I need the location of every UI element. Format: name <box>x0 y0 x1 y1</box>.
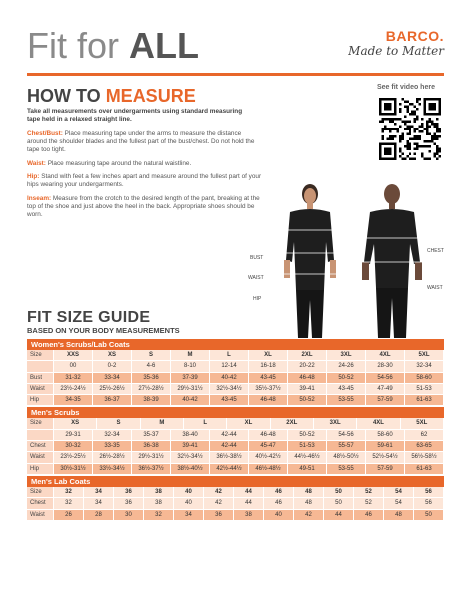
table-cell: 16-18 <box>249 361 288 372</box>
table-cell: 28 <box>84 510 114 521</box>
fit-size-guide-subtitle: BASED ON YOUR BODY MEASUREMENTS <box>27 326 180 335</box>
table-cell: 53-55 <box>327 464 366 475</box>
table-cell: 52½-54½ <box>366 452 405 463</box>
table-row <box>27 418 444 429</box>
table-cell: 3XL <box>327 350 366 361</box>
table-cell: 31-32 <box>54 373 93 384</box>
table-cell: 32½-34½ <box>210 384 249 395</box>
table-cell: 53-55 <box>327 395 366 406</box>
table-cell: 58-60 <box>405 373 444 384</box>
table-cell: 63-65 <box>405 441 444 452</box>
table-cell: 46 <box>264 498 294 509</box>
how-to-measure-title: HOW TO MEASURE <box>27 86 196 106</box>
table-cell: 24-26 <box>327 361 366 372</box>
table-row <box>27 361 444 372</box>
table-cell: 42 <box>204 498 234 509</box>
table-cell: 43-45 <box>210 395 249 406</box>
table-cell: 40 <box>174 487 204 498</box>
table-cell: 29-31 <box>54 430 93 441</box>
row-label: Size <box>27 487 54 498</box>
instruction-key: Waist: <box>27 160 46 167</box>
table-cell: 52 <box>354 498 384 509</box>
table-cell: 2XL <box>271 418 314 429</box>
qr-label: See fit video here <box>377 84 435 91</box>
table-cell: 48 <box>384 510 414 521</box>
table-cell: L <box>184 418 227 429</box>
table-cell: 43-45 <box>327 384 366 395</box>
table-row <box>27 510 444 521</box>
table-cell: 59-61 <box>366 441 405 452</box>
table-cell: 57-59 <box>366 464 405 475</box>
brand-logo <box>348 28 444 58</box>
table-cell: 35-36 <box>132 373 171 384</box>
table-cell: XS <box>54 418 97 429</box>
table-cell: 48 <box>294 498 324 509</box>
instruction-key: Chest/Bust: <box>27 130 63 137</box>
page-header <box>0 0 474 70</box>
measure-intro: Take all measurements over undergarments using standard measuring tape held in a relaxed straight line. <box>27 108 243 124</box>
table-cell: 42 <box>204 487 234 498</box>
table-cell: 54 <box>384 487 414 498</box>
table-cell: 33-35 <box>93 441 132 452</box>
row-label: Chest <box>27 498 54 509</box>
table-row <box>27 498 444 509</box>
table-cell: XL <box>227 418 270 429</box>
page-title: Fit for ALL <box>27 25 200 66</box>
table-cell: 39-41 <box>288 384 327 395</box>
table-cell: 62 <box>405 430 444 441</box>
table-cell: 55-57 <box>327 441 366 452</box>
table-cell: 4-6 <box>132 361 171 372</box>
table-row <box>27 373 444 384</box>
table-cell: 40 <box>264 510 294 521</box>
table-cell: 38 <box>144 487 174 498</box>
table-cell: 50 <box>324 487 354 498</box>
table-cell: 34 <box>84 487 114 498</box>
table-cell: 23½-25½ <box>54 452 93 463</box>
table-row <box>27 441 444 452</box>
table-cell: XS <box>93 350 132 361</box>
table-cell: 46-48 <box>288 373 327 384</box>
fit-size-guide-title: FIT SIZE GUIDE <box>27 309 151 326</box>
row-label: Size <box>27 418 54 429</box>
table-cell: 56 <box>414 487 444 498</box>
table-cell: 5XL <box>405 350 444 361</box>
table-cell: 51-53 <box>405 384 444 395</box>
instruction-text: Stand with feet a few inches apart and measure around the fullest part of your hips wearing your undergarments. <box>27 173 262 189</box>
table-cell: 38-40 <box>171 430 210 441</box>
size-section-header: Women's Scrubs/Lab Coats <box>27 339 444 350</box>
table-cell: XL <box>249 350 288 361</box>
table-cell: 33½-34½ <box>93 464 132 475</box>
size-section-header: Men's Lab Coats <box>27 476 444 487</box>
table-cell: 50-52 <box>327 373 366 384</box>
table-cell: 32 <box>54 498 84 509</box>
table-cell: 26 <box>54 510 84 521</box>
table-cell: 30½-31½ <box>54 464 93 475</box>
row-label: Waist <box>27 384 54 395</box>
table-row <box>27 395 444 406</box>
waist-label-right: WAIST <box>427 285 443 291</box>
table-cell: 54 <box>384 498 414 509</box>
table-cell: 26½-28½ <box>93 452 132 463</box>
table-cell: 27½-28½ <box>132 384 171 395</box>
table-cell: 42-44 <box>210 441 249 452</box>
row-label <box>27 361 54 372</box>
table-cell: 23½-24½ <box>54 384 93 395</box>
instruction-item <box>27 160 262 168</box>
instruction-text: Measure from the crotch to the desired length of the pant, breaking at the top of the shoe and just above the heel in the back. Appropriate shoes should be worn. <box>27 195 260 219</box>
chest-label: CHEST <box>427 248 444 254</box>
table-cell: 48½-50½ <box>327 452 366 463</box>
models-illustration <box>262 180 444 340</box>
instruction-item <box>27 173 262 189</box>
table-cell: 35-37 <box>132 430 171 441</box>
table-cell: 44 <box>234 487 264 498</box>
table-cell: 50-52 <box>288 430 327 441</box>
table-cell: 34 <box>174 510 204 521</box>
table-cell: 32 <box>144 510 174 521</box>
table-cell: 8-10 <box>171 361 210 372</box>
table-cell: 12-14 <box>210 361 249 372</box>
table-cell: 44 <box>324 510 354 521</box>
table-cell: M <box>141 418 184 429</box>
table-cell: 50 <box>324 498 354 509</box>
row-label <box>27 430 54 441</box>
table-cell: 50 <box>414 510 444 521</box>
table-cell: 38½-40½ <box>171 464 210 475</box>
male-model-icon <box>362 184 422 338</box>
table-cell: 29½-31½ <box>132 452 171 463</box>
table-row <box>27 452 444 463</box>
table-cell: 32-34 <box>93 430 132 441</box>
table-cell: 36 <box>114 487 144 498</box>
table-cell: 44½-46½ <box>288 452 327 463</box>
table-cell: 20-22 <box>288 361 327 372</box>
instruction-key: Hip: <box>27 173 40 180</box>
table-cell: 48 <box>294 487 324 498</box>
table-cell: S <box>132 350 171 361</box>
table-cell: 32½-34½ <box>171 452 210 463</box>
table-cell: 28-30 <box>366 361 405 372</box>
table-row <box>27 464 444 475</box>
table-cell: 36 <box>204 510 234 521</box>
table-cell: 61-63 <box>405 395 444 406</box>
table-cell: 36½-38½ <box>210 452 249 463</box>
instruction-key: Inseam: <box>27 195 52 202</box>
instruction-item <box>27 195 262 220</box>
table-cell: 40-42 <box>210 373 249 384</box>
table-cell: L <box>210 350 249 361</box>
table-cell: 54-56 <box>327 430 366 441</box>
row-label: Waist <box>27 510 54 521</box>
row-label: Hip <box>27 395 54 406</box>
header-divider <box>27 73 444 76</box>
table-cell: 47-49 <box>366 384 405 395</box>
table-cell: 56½-58½ <box>405 452 444 463</box>
table-cell: XXS <box>54 350 93 361</box>
table-cell: 38-39 <box>132 395 171 406</box>
table-cell: 50-52 <box>288 395 327 406</box>
female-model-icon <box>284 184 336 338</box>
table-cell: 46-48 <box>249 395 288 406</box>
hip-label: HIP <box>253 296 262 302</box>
table-cell: 40 <box>174 498 204 509</box>
size-chart-table <box>27 338 444 521</box>
table-cell: 30 <box>114 510 144 521</box>
waist-label-left: WAIST <box>248 275 264 281</box>
table-cell: 4XL <box>357 418 400 429</box>
table-cell: 5XL <box>401 418 444 429</box>
row-label: Size <box>27 350 54 361</box>
table-cell: 45-47 <box>249 441 288 452</box>
row-label: Bust <box>27 373 54 384</box>
bust-label: BUST <box>250 255 264 261</box>
table-cell: 43-45 <box>249 373 288 384</box>
table-cell: 51-53 <box>288 441 327 452</box>
table-cell: 2XL <box>288 350 327 361</box>
table-cell: 36-38 <box>132 441 171 452</box>
table-cell: 40½-42½ <box>249 452 288 463</box>
table-cell: 56 <box>414 498 444 509</box>
table-cell: 34 <box>84 498 114 509</box>
table-cell: 54-56 <box>366 373 405 384</box>
table-cell: 00 <box>54 361 93 372</box>
table-cell: 49-51 <box>288 464 327 475</box>
table-cell: 42½-44½ <box>210 464 249 475</box>
table-cell: 36-37 <box>93 395 132 406</box>
table-cell: 61-63 <box>405 464 444 475</box>
table-cell: 52 <box>354 487 384 498</box>
row-label: Chest <box>27 441 54 452</box>
table-row <box>27 384 444 395</box>
table-cell: 34-35 <box>54 395 93 406</box>
table-row <box>27 350 444 361</box>
table-cell: 38 <box>144 498 174 509</box>
size-section-header: Men's Scrubs <box>27 407 444 418</box>
table-cell: 46-48 <box>249 430 288 441</box>
table-cell: 33-34 <box>93 373 132 384</box>
table-cell: 58-60 <box>366 430 405 441</box>
table-cell: 57-59 <box>366 395 405 406</box>
table-cell: 38 <box>234 510 264 521</box>
table-cell: 46 <box>354 510 384 521</box>
row-label: Hip <box>27 464 54 475</box>
table-cell: 25½-26½ <box>93 384 132 395</box>
brand-name: BARCO. <box>385 28 444 44</box>
table-cell: 40-42 <box>171 395 210 406</box>
row-label: Waist <box>27 452 54 463</box>
table-cell: S <box>97 418 140 429</box>
qr-code-icon[interactable] <box>379 98 441 160</box>
table-cell: 35½-37½ <box>249 384 288 395</box>
table-cell: 0-2 <box>93 361 132 372</box>
table-cell: 44 <box>234 498 264 509</box>
table-cell: 32-34 <box>405 361 444 372</box>
instruction-text: Place measuring tape under the arms to measure the distance around the shoulder blades and the fullest part of the bust/chest. Do not hold the tape too tight. <box>27 130 255 154</box>
table-cell: 36 <box>114 498 144 509</box>
table-cell: 29½-31½ <box>171 384 210 395</box>
brand-tagline: Made to Matter <box>348 44 444 58</box>
table-cell: 3XL <box>314 418 357 429</box>
table-cell: 4XL <box>366 350 405 361</box>
instruction-text: Place measuring tape around the natural waistline. <box>45 160 192 167</box>
instruction-item <box>27 130 262 155</box>
table-row <box>27 487 444 498</box>
table-cell: 37-39 <box>171 373 210 384</box>
table-cell: M <box>171 350 210 361</box>
table-cell: 42-44 <box>210 430 249 441</box>
table-cell: 36½-37½ <box>132 464 171 475</box>
table-cell: 46 <box>264 487 294 498</box>
table-cell: 42 <box>294 510 324 521</box>
table-cell: 30-32 <box>54 441 93 452</box>
table-cell: 46½-48½ <box>249 464 288 475</box>
table-cell: 32 <box>54 487 84 498</box>
table-cell: 39-41 <box>171 441 210 452</box>
table-row <box>27 430 444 441</box>
